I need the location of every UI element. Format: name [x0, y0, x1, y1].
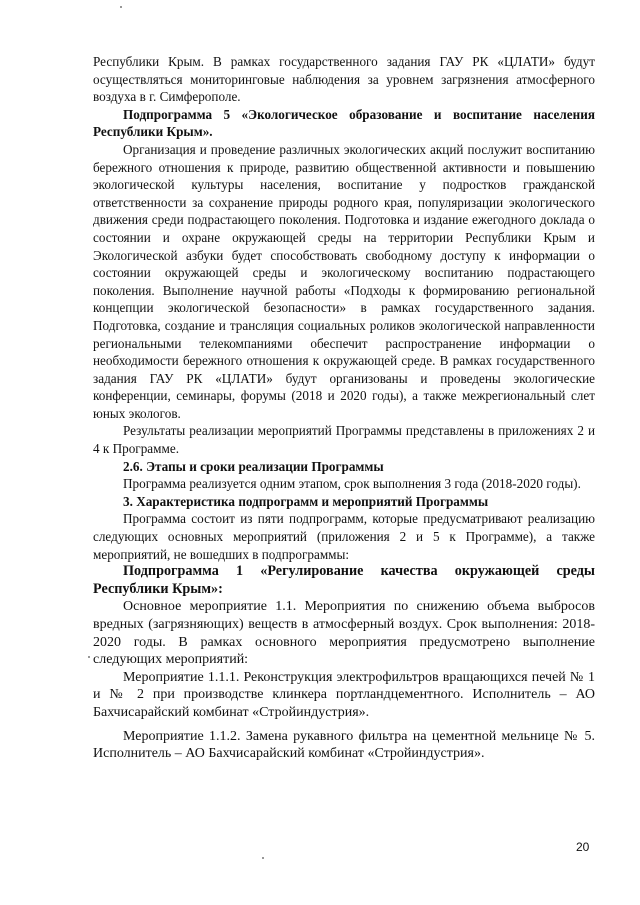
page-number: 20	[576, 840, 590, 854]
heading-characteristics: 3. Характеристика подпрограмм и мероприятий Программы	[123, 493, 489, 509]
paragraph-measure-1-1-1: Мероприятие 1.1.1. Реконструкция электрофильтров вращающихся печей № 1 и № 2 при производстве клинкера портландцементного. Исполнитель – АО Бахчисарайский комбинат «Стройиндустрия».	[93, 669, 595, 720]
paragraph-subprogram-5-description: Организация и проведение различных экологических акций послужит воспитанию бережного отношения к природе, развитию общественной активности и повышению экологической культуры населения, воспитание у подростков гражданской ответственности за сохранение природы родного края, популяризации экологического движения среди подрастающего поколения. Подготовка и издание ежегодного доклада о состоянии и охране окружающей среды на территории Республики Крым и Экологической азбуки будет способствовать свободному доступу к информации о состоянии окружающей среды и экологическому воспитанию подрастающего поколения. Выполнение научной работы «Подходы к формированию региональной концепции экологической безопасности» в рамках государственного задания. Подготовка, создание и трансляция социальных роликов экологической направленности региональными телекомпаниями обеспечит распространение информации о необходимости бережного отношения к окружающей среде. В рамках государственного задания ГАУ РК «ЦЛАТИ» будут организованы и проведены экологические конференции, семинары, форумы (2018 и 2020 годы), а также межрегиональный слет юных экологов.	[93, 141, 595, 421]
heading-stages: 2.6. Этапы и сроки реализации Программы	[123, 458, 384, 474]
heading-subprogram-5: Подпрограмма 5 «Экологическое образование и воспитание населения Республики Крым».	[93, 106, 595, 140]
scan-artifact	[120, 6, 122, 8]
paragraph-characteristics: Программа состоит из пяти подпрограмм, которые предусматривают реализацию следующих основных мероприятий (приложения 2 и 5 к Программе), а также мероприятий, не вошедших в подпрограммы:	[93, 511, 595, 562]
document-page	[93, 53, 595, 763]
paragraph-results: Результаты реализации мероприятий Программы представлены в приложениях 2 и 4 к Программе.	[93, 423, 595, 457]
paragraph-stages: Программа реализуется одним этапом, срок выполнения 3 года (2018-2020 годы).	[123, 476, 581, 492]
paragraph-intro: Республики Крым. В рамках государственного задания ГАУ РК «ЦЛАТИ» будут осуществляться мониторинговые наблюдения за уровнем загрязнения атмосферного воздуха в г. Симферополе.	[93, 54, 595, 105]
paragraph-main-measure-1-1: Основное мероприятие 1.1. Мероприятия по снижению объема выбросов вредных (загрязняющих) веществ в атмосферный воздух. Срок выполнения: 2018-2020 годы. В рамках основного мероприятия предусмотрено выполнение следующих мероприятий:	[93, 599, 595, 668]
scan-artifact	[88, 656, 90, 658]
scan-artifact	[262, 857, 264, 859]
paragraph-measure-1-1-2: Мероприятие 1.1.2. Замена рукавного фильтра на цементной мельнице № 5. Исполнитель – АО Бахчисарайский комбинат «Стройиндустрия».	[93, 728, 595, 762]
heading-subprogram-1: Подпрограмма 1 «Регулирование качества окружающей среды Республики Крым»:	[93, 563, 595, 597]
